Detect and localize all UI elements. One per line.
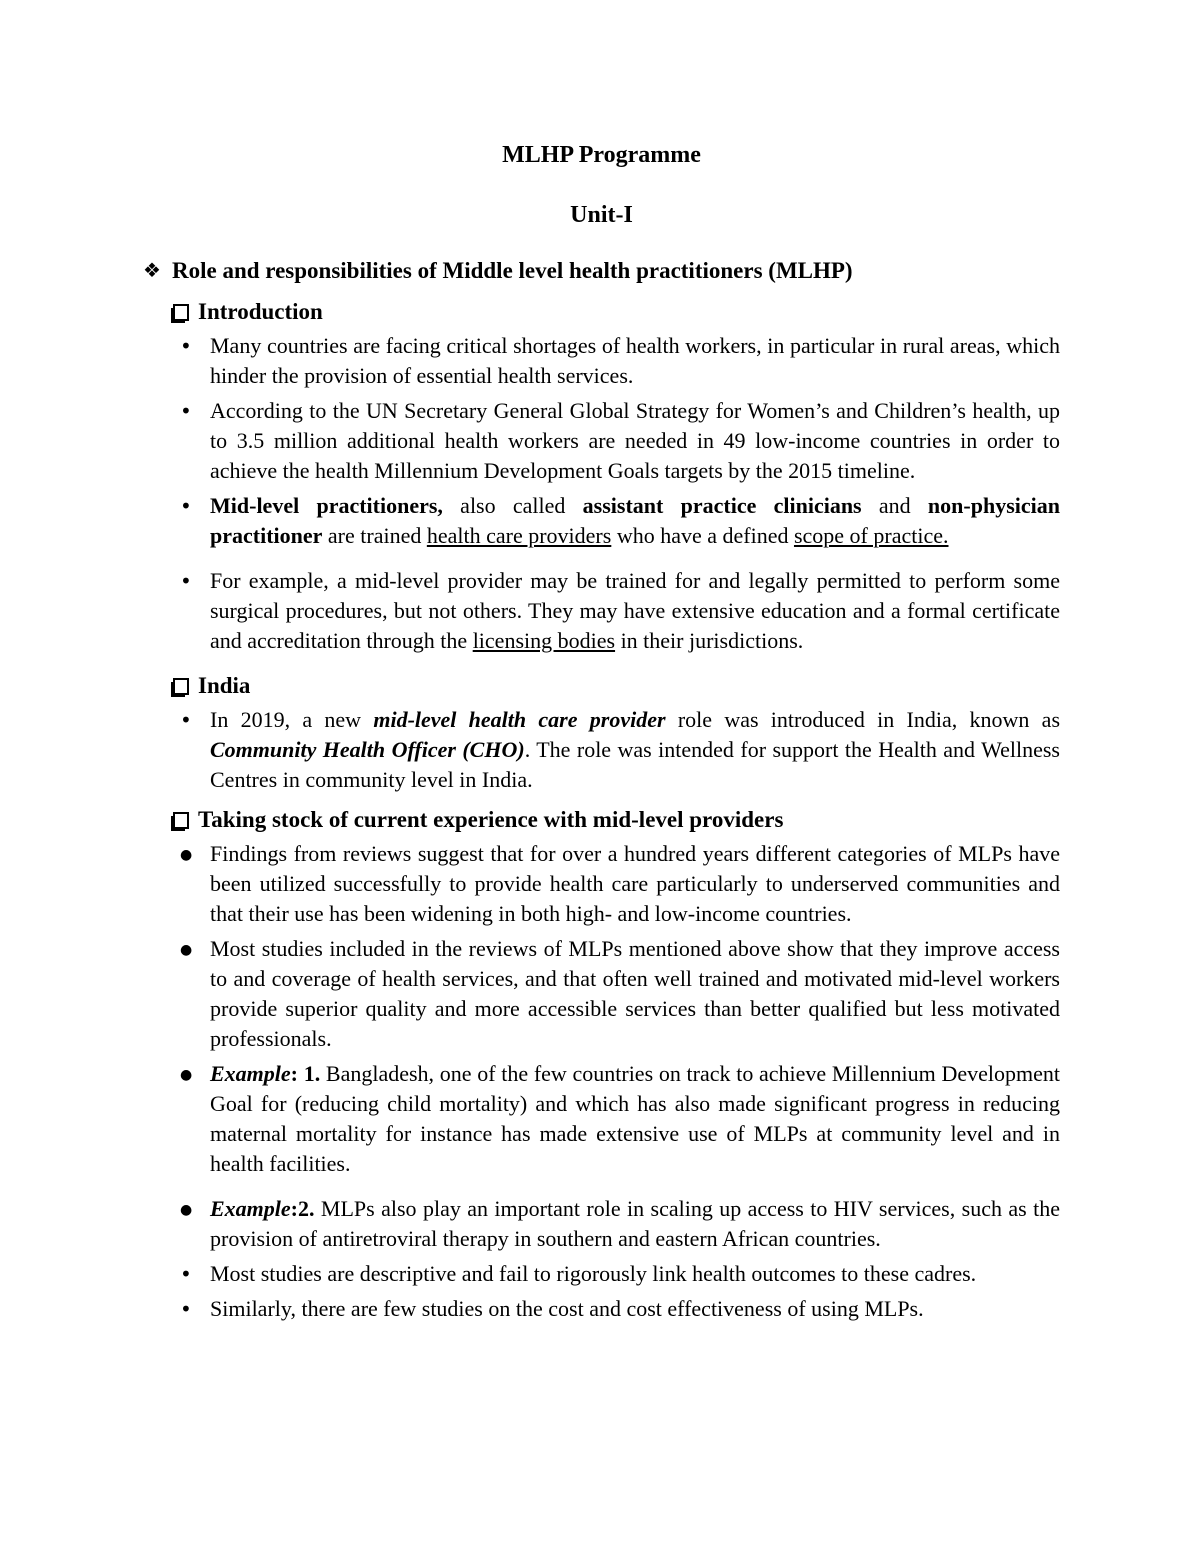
disc-bullet-icon: ● bbox=[180, 1067, 193, 1083]
text-run: Many countries are facing critical shortages of health workers, in particular in rural areas, which hinder the provision of essential health services. bbox=[210, 333, 1060, 388]
text-run: Community Health Officer (CHO) bbox=[210, 737, 525, 762]
text-run: For example, a mid-level provider may be trained for and legally permitted to perform some surgical procedures, but not others. They may have extensive education and a formal certificate and accreditation through the bbox=[210, 568, 1060, 653]
text-run: Example bbox=[210, 1196, 291, 1221]
dot-bullet-icon: • bbox=[180, 334, 192, 358]
text-run: Bangladesh, one of the few countries on track to achieve Millennium Development Goal for (reducing child mortality) and which has also made significant progress in reducing maternal mortality for instance has made extensive use of MLPs at community level and in health facilities. bbox=[210, 1061, 1060, 1176]
section-heading bbox=[143, 255, 1060, 287]
text-run: also called bbox=[442, 493, 583, 518]
text-run: Taking stock of current experience with mid-level providers bbox=[198, 807, 784, 832]
text-run: : 1. bbox=[290, 1061, 321, 1086]
bullet-paragraph bbox=[143, 396, 1060, 486]
dot-bullet-icon: • bbox=[180, 1262, 192, 1286]
text-run: are trained bbox=[322, 523, 427, 548]
diamond-bullet-icon: ❖ bbox=[143, 258, 161, 282]
dot-bullet-icon: • bbox=[180, 708, 192, 732]
text-run: assistant practice clinicians bbox=[582, 493, 862, 518]
section-heading bbox=[143, 805, 1060, 835]
document-blocks bbox=[143, 255, 1060, 1324]
text-run: in their jurisdictions. bbox=[615, 628, 804, 653]
dot-bullet-icon: • bbox=[180, 569, 192, 593]
disc-bullet-icon: ● bbox=[180, 942, 193, 958]
text-run: In 2019, a new bbox=[210, 707, 374, 732]
text-run: Role and responsibilities of Middle level health practitioners (MLHP) bbox=[172, 258, 853, 283]
bullet-paragraph bbox=[143, 566, 1060, 656]
text-run: According to the UN Secretary General Global Strategy for Women’s and Children’s health, up to 3.5 million additional health workers are needed in 49 low-income countries in order to achieve the health Millennium Development Goals targets by the 2015 timeline. bbox=[210, 398, 1060, 483]
bullet-paragraph bbox=[143, 491, 1060, 551]
checkbox-bullet-icon bbox=[173, 304, 189, 321]
text-run: Introduction bbox=[198, 299, 323, 324]
section-heading bbox=[143, 671, 1060, 701]
bullet-paragraph bbox=[143, 1294, 1060, 1324]
text-run: MLPs also play an important role in scaling up access to HIV services, such as the provision of antiretroviral therapy in southern and eastern African countries. bbox=[210, 1196, 1060, 1251]
bullet-paragraph bbox=[143, 934, 1060, 1054]
disc-bullet-icon: ● bbox=[180, 847, 193, 863]
text-run: mid-level health care provider bbox=[373, 707, 666, 732]
text-run: Most studies included in the reviews of MLPs mentioned above show that they improve access to and coverage of health services, and that often well trained and motivated mid-level workers provide superior quality and more accessible services than better qualified but less motivated professionals. bbox=[210, 936, 1060, 1051]
checkbox-bullet-icon bbox=[173, 678, 189, 695]
underlined-text: health care providers bbox=[426, 523, 612, 548]
document-subtitle: Unit-I bbox=[570, 202, 633, 228]
underlined-text: licensing bodies bbox=[472, 628, 616, 653]
underlined-text: scope of practice. bbox=[793, 523, 949, 548]
dot-bullet-icon: • bbox=[180, 399, 192, 423]
dot-bullet-icon: • bbox=[180, 494, 192, 518]
bullet-paragraph bbox=[143, 331, 1060, 391]
text-run: who have a defined bbox=[611, 523, 794, 548]
section-heading bbox=[143, 297, 1060, 327]
text-run: . The role was intended for support the Health and Wellness Centres in community level in India. bbox=[210, 737, 1060, 792]
text-run: non-physician practitioner bbox=[210, 493, 1060, 548]
bullet-paragraph bbox=[143, 1194, 1060, 1254]
text-run: :2. bbox=[290, 1196, 315, 1221]
bullet-paragraph bbox=[143, 705, 1060, 795]
text-run: Example bbox=[210, 1061, 291, 1086]
bullet-paragraph bbox=[143, 1259, 1060, 1289]
text-run: Most studies are descriptive and fail to rigorously link health outcomes to these cadres. bbox=[210, 1261, 977, 1286]
text-run: and bbox=[861, 493, 928, 518]
text-run: Mid-level practitioners, bbox=[210, 493, 443, 518]
bullet-paragraph bbox=[143, 839, 1060, 929]
text-run: role was introduced in India, known as bbox=[665, 707, 1061, 732]
disc-bullet-icon: ● bbox=[180, 1202, 193, 1218]
checkbox-bullet-icon bbox=[173, 812, 189, 829]
document-title: MLHP Programme bbox=[502, 142, 701, 168]
text-run: Similarly, there are few studies on the cost and cost effectiveness of using MLPs. bbox=[210, 1296, 924, 1321]
text-run: Findings from reviews suggest that for over a hundred years different categories of MLPs have been utilized successfully to provide health care particularly to underserved communities and that their use has been widening in both high- and low-income countries. bbox=[210, 841, 1060, 926]
bullet-paragraph bbox=[143, 1059, 1060, 1179]
text-run: India bbox=[198, 673, 251, 698]
dot-bullet-icon: • bbox=[180, 1297, 192, 1321]
